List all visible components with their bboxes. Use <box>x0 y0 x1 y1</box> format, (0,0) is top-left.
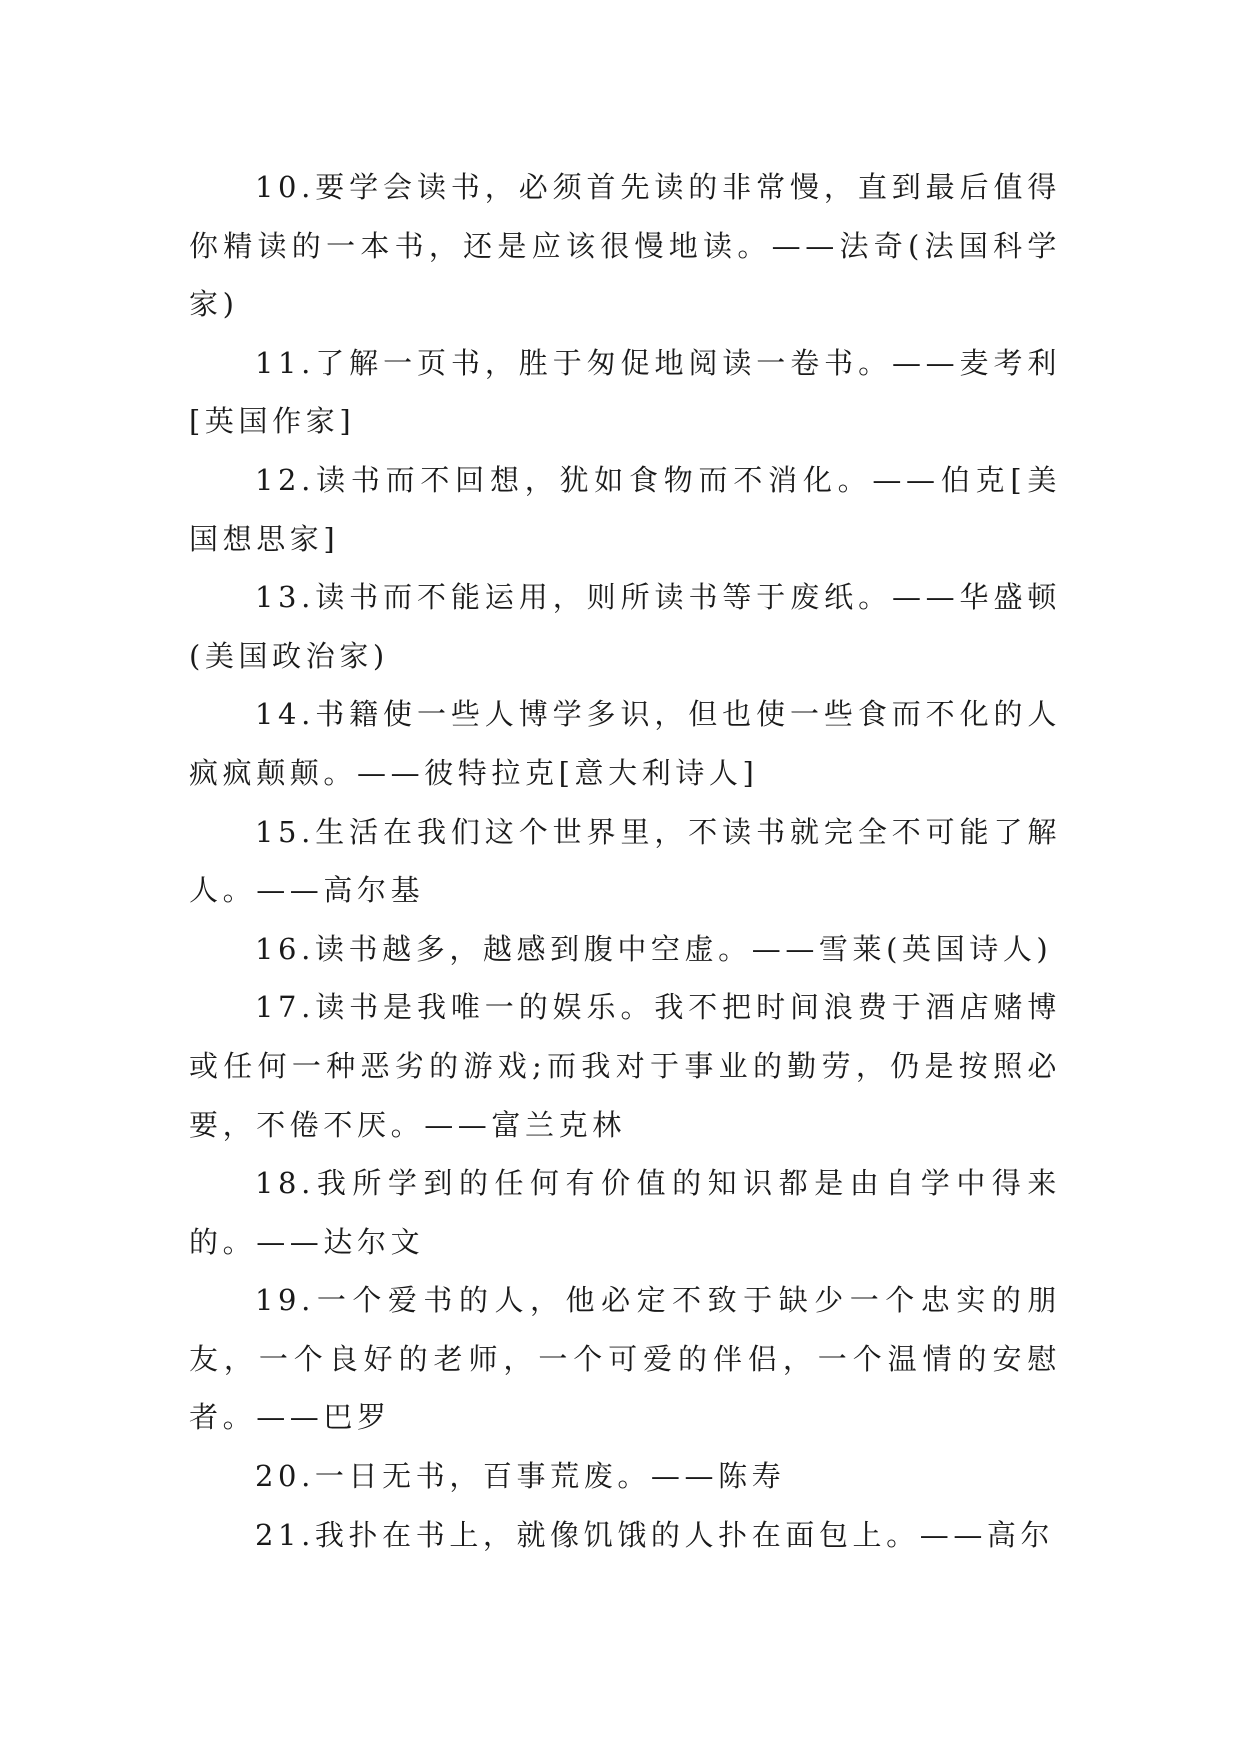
quote-paragraph-19: 19.一个爱书的人，他必定不致于缺少一个忠实的朋友，一个良好的老师，一个可爱的伴侣，一个温情的安慰者。——巴罗 <box>189 1283 1061 1435</box>
quote-paragraph-20: 20.一日无书，百事荒废。——陈寿 <box>255 1459 786 1494</box>
quote-paragraph-17: 17.读书是我唯一的娱乐。我不把时间浪费于酒店赌博或任何一种恶劣的游戏;而我对于事业的勤劳，仍是按照必要，不倦不厌。——富兰克林 <box>189 990 1061 1142</box>
quote-paragraph-10: 10.要学会读书，必须首先读的非常慢，直到最后值得你精读的一本书，还是应该很慢地读。——法奇(法国科学家) <box>189 170 1061 322</box>
quote-paragraph-11: 11.了解一页书，胜于匆促地阅读一卷书。——麦考利[英国作家] <box>189 345 1061 439</box>
quote-paragraph-16: 16.读书越多，越感到腹中空虚。——雪莱(英国诗人) <box>255 931 1053 966</box>
quote-paragraph-14: 14.书籍使一些人博学多识，但也使一些食而不化的人疯疯颠颠。——彼特拉克[意大利诗人] <box>189 697 1061 790</box>
quote-paragraph-15: 15.生活在我们这个世界里，不读书就完全不可能了解人。——高尔基 <box>189 814 1061 908</box>
quote-paragraph-13: 13.读书而不能运用，则所读书等于废纸。——华盛顿(美国政治家) <box>189 580 1061 673</box>
quote-paragraph-12: 12.读书而不回想，犹如食物而不消化。——伯克[美国想思家] <box>189 462 1061 556</box>
quote-paragraph-18: 18.我所学到的任何有价值的知识都是由自学中得来的。——达尔文 <box>189 1166 1061 1259</box>
document-body <box>189 158 1061 1564</box>
quote-paragraph-21: 21.我扑在书上，就像饥饿的人扑在面包上。——高尔 <box>255 1517 1055 1552</box>
